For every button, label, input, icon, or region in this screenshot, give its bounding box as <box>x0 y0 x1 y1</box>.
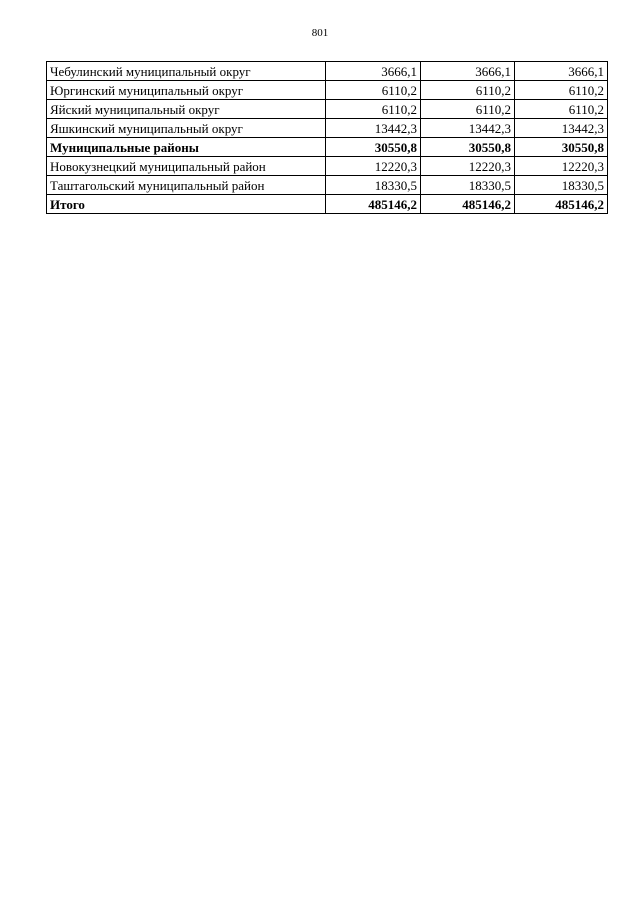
row-value-1-cell: 30550,8 <box>326 138 421 157</box>
row-value-2-cell: 3666,1 <box>421 62 515 81</box>
row-value-2-cell: 485146,2 <box>421 195 515 214</box>
row-value-3-cell: 6110,2 <box>515 81 608 100</box>
row-value-1-cell: 18330,5 <box>326 176 421 195</box>
row-value-2-cell: 30550,8 <box>421 138 515 157</box>
row-name-cell: Итого <box>47 195 326 214</box>
row-name-cell: Юргинский муниципальный округ <box>47 81 326 100</box>
row-name-cell: Таштагольский муниципальный район <box>47 176 326 195</box>
row-value-2-cell: 18330,5 <box>421 176 515 195</box>
budget-table <box>46 61 608 214</box>
row-value-3-cell: 30550,8 <box>515 138 608 157</box>
table-row <box>47 100 608 119</box>
row-value-3-cell: 485146,2 <box>515 195 608 214</box>
row-value-3-cell: 3666,1 <box>515 62 608 81</box>
row-value-2-cell: 13442,3 <box>421 119 515 138</box>
row-value-1-cell: 6110,2 <box>326 100 421 119</box>
row-name-cell: Чебулинский муниципальный округ <box>47 62 326 81</box>
table-row-total <box>47 195 608 214</box>
row-value-1-cell: 3666,1 <box>326 62 421 81</box>
row-value-1-cell: 485146,2 <box>326 195 421 214</box>
row-value-2-cell: 6110,2 <box>421 100 515 119</box>
row-name-cell: Яшкинский муниципальный округ <box>47 119 326 138</box>
table-row-subtotal <box>47 138 608 157</box>
page-number: 801 <box>311 27 329 39</box>
table-row <box>47 81 608 100</box>
row-value-2-cell: 6110,2 <box>421 81 515 100</box>
row-value-1-cell: 13442,3 <box>326 119 421 138</box>
row-name-cell: Яйский муниципальный округ <box>47 100 326 119</box>
row-value-3-cell: 18330,5 <box>515 176 608 195</box>
row-name-cell: Новокузнецкий муниципальный район <box>47 157 326 176</box>
row-value-2-cell: 12220,3 <box>421 157 515 176</box>
row-name-cell: Муниципальные районы <box>47 138 326 157</box>
table-row <box>47 157 608 176</box>
table-row <box>47 62 608 81</box>
table-row <box>47 119 608 138</box>
row-value-3-cell: 12220,3 <box>515 157 608 176</box>
row-value-1-cell: 12220,3 <box>326 157 421 176</box>
row-value-1-cell: 6110,2 <box>326 81 421 100</box>
row-value-3-cell: 6110,2 <box>515 100 608 119</box>
table-row <box>47 176 608 195</box>
row-value-3-cell: 13442,3 <box>515 119 608 138</box>
